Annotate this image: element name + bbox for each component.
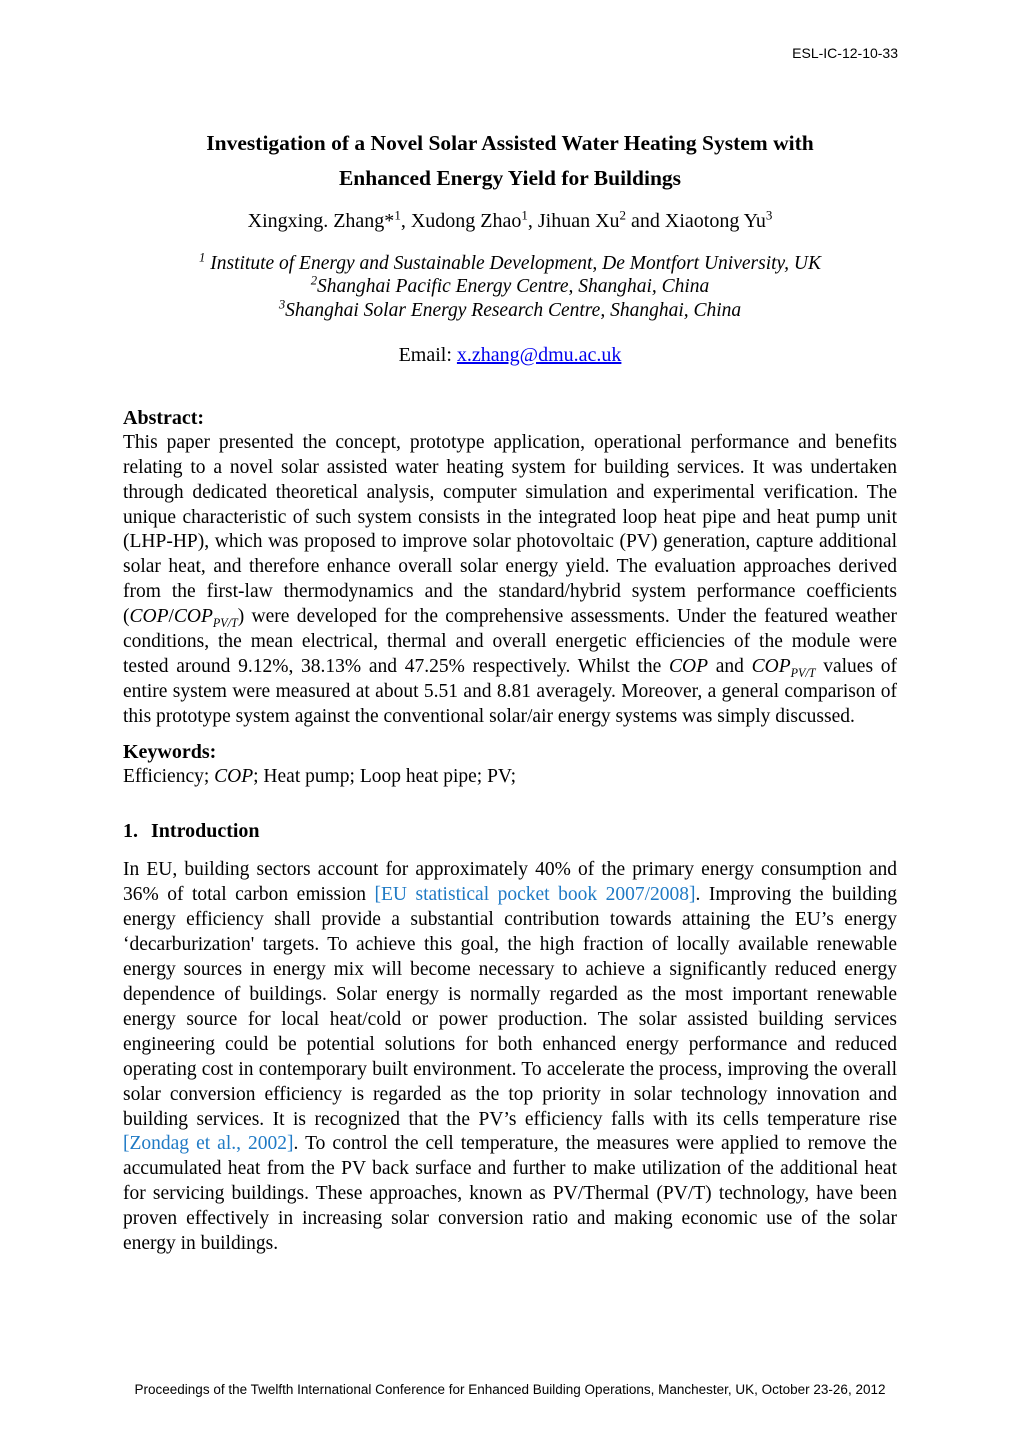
paper-title-line-1: Investigation of a Novel Solar Assisted Water Heating System with xyxy=(206,131,814,155)
page-footer: Proceedings of the Twelfth International Conference for Enhanced Building Operations, Manchester, UK, October 23-26, 2012 xyxy=(134,1382,886,1397)
text-run: . To control the cell temperature, the measures were applied to remove the accumulated heat from the PV back surface and further to make utilization of the additional heat for servicing buildings. These approaches, known as PV/Thermal (PV/T) technology, have been proven effectively in increasing solar conversion ratio and making economic use of the solar energy in buildings. xyxy=(123,1133,897,1255)
section-number: 1. xyxy=(123,820,138,843)
text-run: . Improving the building energy efficiency shall provide a substantial contribution towards attaining the EU’s energy ‘decarburization' targets. To achieve this goal, the high fraction of locally available renewable energy sources in energy mix will become necessary to achieve a significantly reduced energy dependence of buildings. Solar energy is normally regarded as the most important renewable energy source for local heat/cold or power production. The solar assisted building services engineering could be potential solutions for both enhanced energy performance and reduced operating cost in contemporary built environment. To accelerate the process, improving the overall solar conversion efficiency is regarded as the top priority in solar technology innovation and building services. It is recognized that the PV’s efficiency falls with its cells temperature rise xyxy=(123,884,897,1130)
document-reference-number: ESL-IC-12-10-33 xyxy=(792,45,898,61)
text-run: 1 xyxy=(521,207,528,223)
abstract-section xyxy=(123,406,897,730)
introduction-paragraph xyxy=(123,858,897,1257)
abstract-paragraph xyxy=(123,431,897,730)
email-link[interactable]: x.zhang@dmu.ac.uk xyxy=(456,343,622,366)
text-run: COP xyxy=(669,655,709,677)
text-run: , Xudong Zhao xyxy=(400,210,522,232)
text-run: Shanghai Solar Energy Research Centre, Shanghai, China xyxy=(285,299,742,321)
text-run: 2 xyxy=(619,207,627,223)
email-line xyxy=(123,342,897,368)
text-run: 1 xyxy=(199,250,206,265)
email-label: Email: xyxy=(398,343,457,366)
text-run: 2 xyxy=(310,273,318,288)
text-run: COP xyxy=(751,655,791,677)
text-run: 3 xyxy=(278,297,286,312)
section-label: Introduction xyxy=(151,820,260,843)
affiliation-2 xyxy=(123,275,897,298)
text-run: COP xyxy=(173,606,213,628)
text-run: Efficiency; xyxy=(123,765,215,787)
citation-link[interactable]: [Zondag et al., 2002] xyxy=(123,1133,294,1155)
text-run: and xyxy=(708,655,752,677)
text-run: 3 xyxy=(765,207,773,223)
text-run: COP xyxy=(214,765,254,787)
text-run: and Xiaotong Yu xyxy=(626,210,766,232)
text-run: values of entire system were measured at about 5.51 and 8.81 averagely. Moreover, a general comparison of this prototype system against the conventional solar/air energy systems was simply discussed. xyxy=(123,655,898,727)
citation-link[interactable]: [EU statistical pocket book 2007/2008] xyxy=(374,884,696,906)
affiliations xyxy=(123,252,897,322)
paper-title-line-2: Enhanced Energy Yield for Buildings xyxy=(338,166,682,190)
text-run: 1 xyxy=(394,207,401,223)
affiliation-3 xyxy=(123,299,897,322)
paper-title xyxy=(123,126,897,196)
text-run: ) were developed for the comprehensive assessments. Under the featured weather conditions, the mean electrical, thermal and overall energetic efficiencies of the module were tested around 9.12%, 38.13% and 47.25% respectively. Whilst the xyxy=(123,606,897,677)
authors-line xyxy=(123,208,897,234)
text-run: , Jihuan Xu xyxy=(527,210,620,232)
text-run: ; Heat pump; Loop heat pipe; PV; xyxy=(253,765,516,787)
text-run: Shanghai Pacific Energy Centre, Shanghai, China xyxy=(317,276,710,298)
abstract-heading: Abstract: xyxy=(123,406,205,429)
affiliation-1 xyxy=(123,252,897,275)
keywords-section xyxy=(123,740,897,790)
keywords-line xyxy=(123,765,897,790)
text-run: PV/T xyxy=(790,665,816,680)
section-heading-introduction xyxy=(123,819,897,844)
text-run: / xyxy=(168,606,174,628)
text-run: In EU, building sectors account for approximately 40% of the primary energy consumption and 36% of total carbon emission xyxy=(123,859,897,906)
keywords-heading: Keywords: xyxy=(123,740,217,763)
text-run: Xingxing. Zhang* xyxy=(247,210,395,232)
text-run: COP xyxy=(129,606,169,628)
text-run: Institute of Energy and Sustainable Development, De Montfort University, UK xyxy=(205,253,821,274)
text-run: PV/T xyxy=(212,616,238,631)
text-run: This paper presented the concept, prototype application, operational performance and benefits relating to a novel solar assisted water heating system for building services. It was undertaken through dedicated theoretical analysis, computer simulation and experimental verification. The unique characteristic of such system consists in the integrated loop heat pipe and heat pump unit (LHP-HP), which was proposed to improve solar photovoltaic (PV) generation, capture additional solar heat, and therefore enhance overall solar energy yield. The evaluation approaches derived from the first-law thermodynamics and the standard/hybrid system performance coefficients ( xyxy=(123,431,897,628)
page-content xyxy=(123,0,897,1257)
